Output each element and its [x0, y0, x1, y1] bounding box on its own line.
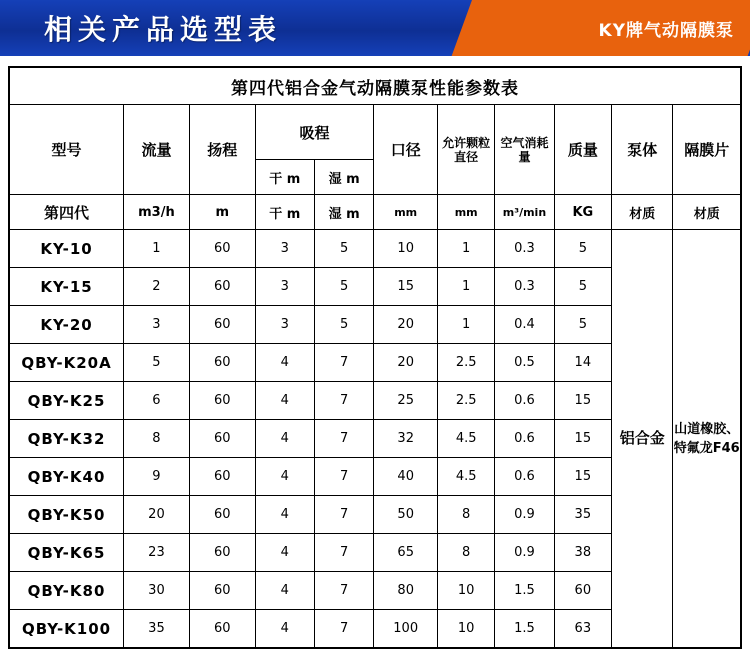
cell-dry: 3	[255, 230, 314, 268]
cell-weight: 14	[554, 344, 611, 382]
spec-table-container	[0, 56, 750, 657]
col-header-flow: 流量	[124, 105, 190, 195]
cell-air: 1.5	[495, 610, 554, 649]
cell-flow: 35	[124, 610, 190, 649]
cell-air: 0.5	[495, 344, 554, 382]
cell-head: 60	[189, 610, 255, 649]
brand-badge	[599, 0, 750, 56]
cell-particle: 10	[438, 572, 495, 610]
col-header-air: 空气消耗量	[495, 105, 554, 195]
table-row	[9, 230, 741, 268]
cell-bore: 20	[374, 306, 438, 344]
cell-flow: 9	[124, 458, 190, 496]
unit-diaphragm: 材质	[673, 195, 741, 230]
cell-dry: 3	[255, 268, 314, 306]
unit-particle: mm	[438, 195, 495, 230]
cell-particle: 8	[438, 496, 495, 534]
cell-model: QBY-K32	[9, 420, 124, 458]
cell-flow: 23	[124, 534, 190, 572]
cell-bore: 65	[374, 534, 438, 572]
cell-model: QBY-K80	[9, 572, 124, 610]
cell-particle: 1	[438, 306, 495, 344]
cell-flow: 2	[124, 268, 190, 306]
col-header-bore: 口径	[374, 105, 438, 195]
cell-air: 0.9	[495, 534, 554, 572]
cell-model: QBY-K20A	[9, 344, 124, 382]
cell-air: 0.4	[495, 306, 554, 344]
cell-particle: 1	[438, 230, 495, 268]
cell-particle: 4.5	[438, 420, 495, 458]
cell-dry: 4	[255, 610, 314, 649]
col-subheader-dry: 干 m	[255, 160, 314, 195]
cell-wet: 7	[314, 420, 373, 458]
cell-weight: 15	[554, 420, 611, 458]
cell-model: KY-20	[9, 306, 124, 344]
spec-table	[8, 66, 742, 649]
cell-dry: 4	[255, 420, 314, 458]
cell-flow: 20	[124, 496, 190, 534]
cell-head: 60	[189, 382, 255, 420]
cell-weight: 38	[554, 534, 611, 572]
cell-weight: 5	[554, 230, 611, 268]
cell-model: QBY-K50	[9, 496, 124, 534]
cell-dry: 3	[255, 306, 314, 344]
cell-weight: 35	[554, 496, 611, 534]
cell-bore: 32	[374, 420, 438, 458]
cell-head: 60	[189, 496, 255, 534]
unit-air: m³/min	[495, 195, 554, 230]
cell-bore: 10	[374, 230, 438, 268]
cell-dry: 4	[255, 572, 314, 610]
cell-head: 60	[189, 268, 255, 306]
col-header-diaphragm: 隔膜片	[673, 105, 741, 195]
cell-dry: 4	[255, 496, 314, 534]
cell-model: QBY-K65	[9, 534, 124, 572]
cell-bore: 25	[374, 382, 438, 420]
cell-wet: 7	[314, 458, 373, 496]
cell-dry: 4	[255, 344, 314, 382]
unit-wet: 湿 m	[314, 195, 373, 230]
cell-particle: 2.5	[438, 382, 495, 420]
cell-wet: 7	[314, 382, 373, 420]
cell-head: 60	[189, 230, 255, 268]
unit-weight: KG	[554, 195, 611, 230]
cell-flow: 3	[124, 306, 190, 344]
cell-bore: 20	[374, 344, 438, 382]
cell-flow: 30	[124, 572, 190, 610]
unit-dry: 干 m	[255, 195, 314, 230]
cell-air: 0.6	[495, 458, 554, 496]
col-header-weight: 质量	[554, 105, 611, 195]
table-body	[9, 230, 741, 649]
cell-wet: 7	[314, 344, 373, 382]
cell-wet: 7	[314, 610, 373, 649]
table-unit-row	[9, 195, 741, 230]
page-banner	[0, 0, 750, 56]
cell-particle: 10	[438, 610, 495, 649]
unit-head: m	[189, 195, 255, 230]
col-header-head: 扬程	[189, 105, 255, 195]
cell-air: 0.6	[495, 382, 554, 420]
cell-bore: 100	[374, 610, 438, 649]
table-header-row	[9, 105, 741, 160]
unit-flow: m3/h	[124, 195, 190, 230]
cell-flow: 8	[124, 420, 190, 458]
cell-weight: 60	[554, 572, 611, 610]
cell-air: 0.3	[495, 268, 554, 306]
cell-body-material: 铝合金	[611, 230, 673, 649]
cell-flow: 1	[124, 230, 190, 268]
cell-weight: 5	[554, 306, 611, 344]
cell-wet: 7	[314, 534, 373, 572]
cell-wet: 7	[314, 496, 373, 534]
cell-head: 60	[189, 420, 255, 458]
cell-model: QBY-K40	[9, 458, 124, 496]
cell-particle: 2.5	[438, 344, 495, 382]
table-title-row	[9, 67, 741, 105]
cell-bore: 80	[374, 572, 438, 610]
cell-air: 1.5	[495, 572, 554, 610]
cell-wet: 5	[314, 268, 373, 306]
cell-air: 0.3	[495, 230, 554, 268]
cell-dry: 4	[255, 458, 314, 496]
cell-weight: 5	[554, 268, 611, 306]
cell-model: KY-10	[9, 230, 124, 268]
cell-head: 60	[189, 458, 255, 496]
brand-label: KY牌气动隔膜泵	[598, 20, 734, 41]
cell-wet: 7	[314, 572, 373, 610]
cell-weight: 15	[554, 382, 611, 420]
cell-particle: 1	[438, 268, 495, 306]
col-header-suction: 吸程	[255, 105, 374, 160]
cell-bore: 15	[374, 268, 438, 306]
cell-wet: 5	[314, 230, 373, 268]
col-header-body: 泵体	[611, 105, 673, 195]
cell-model: KY-15	[9, 268, 124, 306]
cell-bore: 50	[374, 496, 438, 534]
cell-particle: 8	[438, 534, 495, 572]
cell-particle: 4.5	[438, 458, 495, 496]
cell-dry: 4	[255, 382, 314, 420]
unit-bore: mm	[374, 195, 438, 230]
cell-model: QBY-K100	[9, 610, 124, 649]
cell-dry: 4	[255, 534, 314, 572]
cell-flow: 5	[124, 344, 190, 382]
col-header-particle: 允许颗粒直径	[438, 105, 495, 195]
cell-head: 60	[189, 572, 255, 610]
cell-weight: 15	[554, 458, 611, 496]
unit-body: 材质	[611, 195, 673, 230]
cell-air: 0.9	[495, 496, 554, 534]
table-title: 第四代铝合金气动隔膜泵性能参数表	[9, 67, 741, 105]
cell-flow: 6	[124, 382, 190, 420]
cell-head: 60	[189, 534, 255, 572]
cell-bore: 40	[374, 458, 438, 496]
unit-model: 第四代	[9, 195, 124, 230]
col-subheader-wet: 湿 m	[314, 160, 373, 195]
cell-air: 0.6	[495, 420, 554, 458]
col-header-model: 型号	[9, 105, 124, 195]
cell-head: 60	[189, 344, 255, 382]
cell-model: QBY-K25	[9, 382, 124, 420]
cell-wet: 5	[314, 306, 373, 344]
cell-diaphragm-material: 山道橡胶、特氟龙F46	[673, 230, 741, 649]
cell-head: 60	[189, 306, 255, 344]
page-title: 相关产品选型表	[44, 13, 283, 46]
cell-weight: 63	[554, 610, 611, 649]
